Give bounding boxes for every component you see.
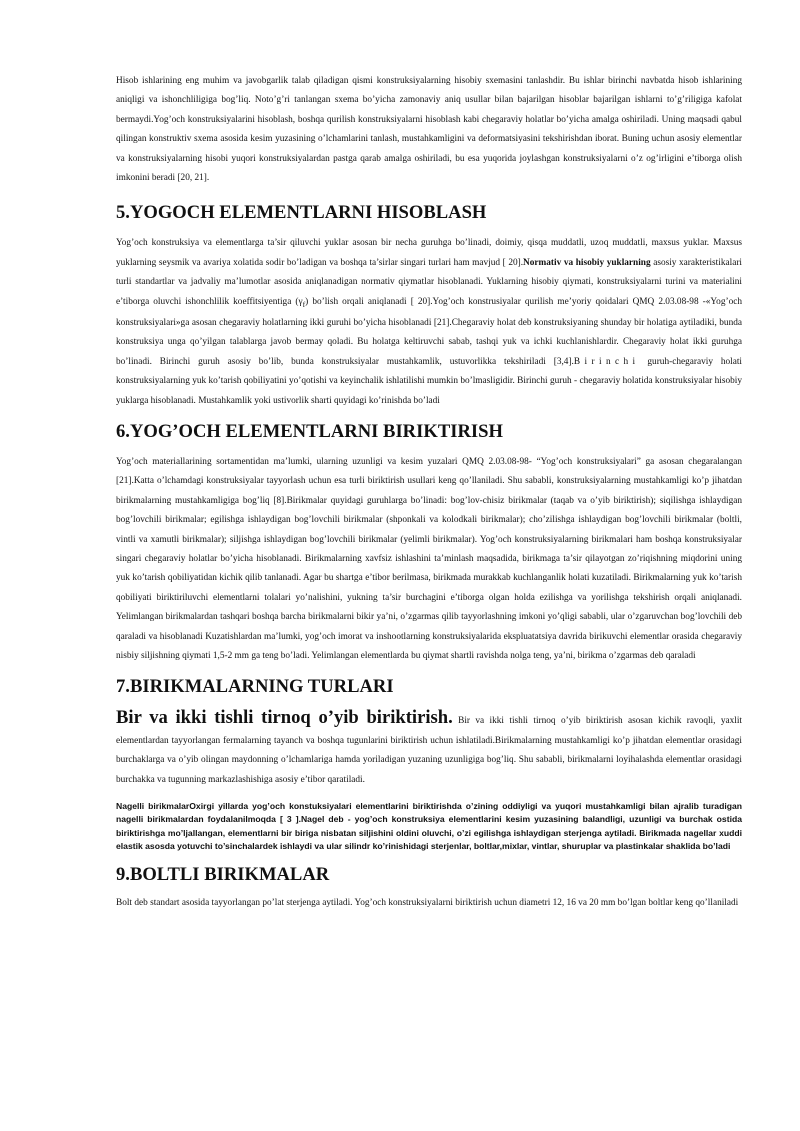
section-5-text-3: ) bo’lish orqali aniqlanadi [ 20].Yog’och konstrusiyalar qurilish me’yoriy qoidalari QMQ 2.03.08-98 -«Yog’och konstruksiyalari»ga asosan chegaraviy holatlarning ikki guruhi bo’yicha hisoblanadi [21].Chegaraviy holat deb konstruksiyaning shunday bir holatiga aytiladiki, bunda konstruksiya unga qo’yilgan talablarga javob bermay qoladi. Bu holatga keltiruvchi sabab, tashqi yuk va ichki kuchlanishlardir. Chegaraviy holat ikki guruhga bo’linadi. Birinchi guruh asosiy bo’lib, bunda konstruksiyalar mustahkamlik, ustuvorlikka tekshiriladi [3,4].: [116, 296, 742, 367]
section-7-paragraph: [116, 708, 742, 790]
nagel-paragraph: [116, 800, 742, 854]
section-9-paragraph: Bolt deb standart asosida tayyorlangan po’lat sterjenga aytiladi. Yog’och konstruksiyalarni biriktirish uchun diametri 12, 16 va 20 mm bo’lgan boltlar keng qo’llaniladi: [116, 897, 739, 908]
section-5-heading: 5.YOGOCH ELEMENTLARNI HISOBLASH: [116, 202, 487, 224]
nagel-text: Oxirgi yillarda yog’och konstuksiyalari elementlarini biriktirishda o’zining oddiyligi va yuqori mustahkamligi bilan ajralib turadigan nagelli birikmalardan foydalanilmoqda [ 3 ].Nagel deb - yog’och konstruksiya elementlarini kesim yuzasining balandligi, uzunligi va burchak ostida biriktirishga mo’ljallangan, elementlarni bir biriga nisbatan siljishini oldini oluvchi, o’zi egilishga ishlaydigan sterjenga aytiladi. Birikmada nagellar xuddi elastik asosda yotuvchi to’sinchalardek ishlaydi va ular silindr ko’rinishidagi sterjenlar, boltlar,mixlar, vintlar, shuruplar va plastinkalar shaklida bo’ladi: [116, 801, 742, 852]
section-5-paragraph: [116, 234, 742, 411]
nagel-label: Nagelli birikmalar: [116, 801, 190, 812]
section-9-heading: 9.BOLTLI BIRIKMALAR: [116, 863, 330, 885]
section-7-text: Bir va ikki tishli tirnoq o’yib biriktirish asosan kichik ravoqli, yaxlit elementlardan tayyorlangan fermalarning tayanch va boshqa tugunlarini biriktirish uchun ishlatiladi.Birikmalarning mustahkamligi ko’p jihatdan elementlar orasidagi burchaklarga va o’yib olingan maydonning o’lchamlariga hamda yoriladigan yuzaning uzunligiga bog’liq. Shu sababli, birikmalarni loyihalashda elementlar orasidagi burchakka va tugunning markazlashishiga asosiy e’tibor qaratiladi.: [116, 716, 743, 785]
section-6-paragraph: Yog’och materiallarining sortamentidan ma’lumki, ularning uzunligi va kesim yuzalari QMQ 2.03.08-98- “Yog’och konstruksiyalari” ga asosan chegaralangan [21].Katta o’lchamdagi konstruksiyalar tayyorlash uchun esa turli biriktirish usullari keng qo’llaniladi. Shu sababli, konstruksiyalarning mustahkamligi ko’p jihatdan birikmalarning mustahkamligiga bog’liq [8].Birikmalar quyidagi guruhlarga bo’linadi: bog’lov-chisiz birikmalar (taqab va o’yib biriktirish); siqilishga ishlaydigan bog’lovchili birikmalar; egilishga ishlaydigan bog’lovchili birikmalar (shponkali va kolodkali birikmalar); cho’zilishga ishlaydigan bog’lovchili birikmalar (boltli, vintli va xamutli birikmalar); siljishga ishlaydigan bog’lovchili birikmalar (yelimli birikmalar). Yog’och konstruksiyalarning birikmalari ham boshqa konstruksiyalar singari chegaraviy holatlar bo’yicha hisoblanadi. Birikmalarning xavfsiz ishlashini ta’minlash maqsadida, birikmaga ta’sir qilayotgan zo’riqishning miqdorini uning yuk ko’tarish qobiliyatidan kichik qilib tanlanadi. Agar bu shartga e’tibor berilmasa, birikmada murakkab kuchlanganlik holati kuzatiladi. Birikmalarning yuk ko’tarish qobiliyati biriktiriluvchi elementlarni tolalari yo’nalishini, yukning ta’sir burchagini e’tiborga olgan holda ezilishga va yorilishga tekshirish orqali aniqlanadi. Yelimlangan birikmalardan tashqari boshqa barcha birikmalarni bikir ya’ni, o’zgarmas qilib tayyorlashning imkoni yo’qligi sababli, ular o’zgaruvchan bog’lovchili deb qaraladi va hisoblanadi Kuzatishlardan ma’lumki, yog’och imorat va inshootlarning konstruksiyalarida ekspluatatsiya davrida birikuvchi elementlar orasida chegaraviy nisbiy siljishning qiymati 1,5-2 mm ga teng bo’ladi. Yelimlangan elementlarda bu qiymat shartli ravishda nolga teng, ya’ni, birikma o’zgarmas deb qaraladi: [116, 456, 742, 662]
section-5-text-4: guruh-chegaraviy holati konstruksiyalarning yuk ko’tarish qobiliyatini yo’qotishi va keyinchalik ishlatilishi mumkin bo’lmasligidir. Birinchi guruh - chegaraviy holatida konstruksiyalar hisobiy yuklarga hisoblanadi. Mustahkamlik yoki ustivorlik sharti quyidagi ko’rinishda bo’ladi: [116, 356, 742, 406]
intro-paragraph: Hisob ishlarining eng muhim va javobgarlik talab qiladigan qismi konstruksiyalarning hisobiy sxemasini tanlashdir. Bu ishlar birinchi navbatda hisob ishlarining aniqligi va ishonchliligiga bog’liq. Noto’g’ri tanlangan sxema bo’yicha zamonaviy aniq usullar bilan bajarilgan hisoblar bajarilgan ishlarni to’g’riligiga kafolat bermaydi.Yog’och konstruksiyalarini hisoblash, boshqa qurilish konstruksiyalarni hisoblash kabi chegaraviy holatlar bo’yicha amalga oshiriladi. Uning maqsadi qabul qilingan konstruktiv sxema asosida kesim yuzasining o’lchamlarini tanlash, mustahkamligini va deformatsiyasini tekshirishdan iborat. Buning uchun asosiy elementlar va konstruksiyalarning hisobi yuqori konstruksiyalardan pastga qarab amalga oshiriladi, bu esa yuqorida joylashgan konstruksiyalarni o’z og’irligini e’tiborga olish imkonini beradi [20, 21].: [116, 76, 742, 184]
section-5-subscript: f: [302, 299, 306, 309]
section-5-spaced-word: Birinchi: [573, 356, 640, 367]
section-5-bold-term: Normativ va hisobiy yuklarning: [523, 257, 651, 268]
section-7-lead-heading: Bir va ikki tishli tirnoq o’yib biriktirish.: [116, 707, 453, 729]
document-page: [116, 72, 742, 910]
section-5-text-2: asosiy xarakteristikalari turli standartlar va jadvaliy ma’lumotlar asosida aniqlanadigan normativ qiymatlar hisoblanadi. Yuklarning hisobiy qiymati, konstruksiyalarni turini va materialini e’tiborga oluvchi ishonchlilik koeffitsiyentiga (γ: [116, 257, 742, 307]
section-7-heading: 7.BIRIKMALARNING TURLARI: [116, 676, 394, 698]
section-6-heading: 6.YOG’OCH ELEMENTLARNI BIRIKTIRISH: [116, 420, 503, 442]
section-5-text-1: Yog’och konstruksiya va elementlarga ta’sir qiluvchi yuklar asosan bir necha guruhga bo’linadi, doimiy, qisqa muddatli, uzoq muddatli, maxsus yuklar. Maxsus yuklarning seysmik va avariya xolatida sodir bo’ladigan va boshqa ta’sirlar singari turlari ham mavjud [ 20].: [116, 238, 742, 268]
